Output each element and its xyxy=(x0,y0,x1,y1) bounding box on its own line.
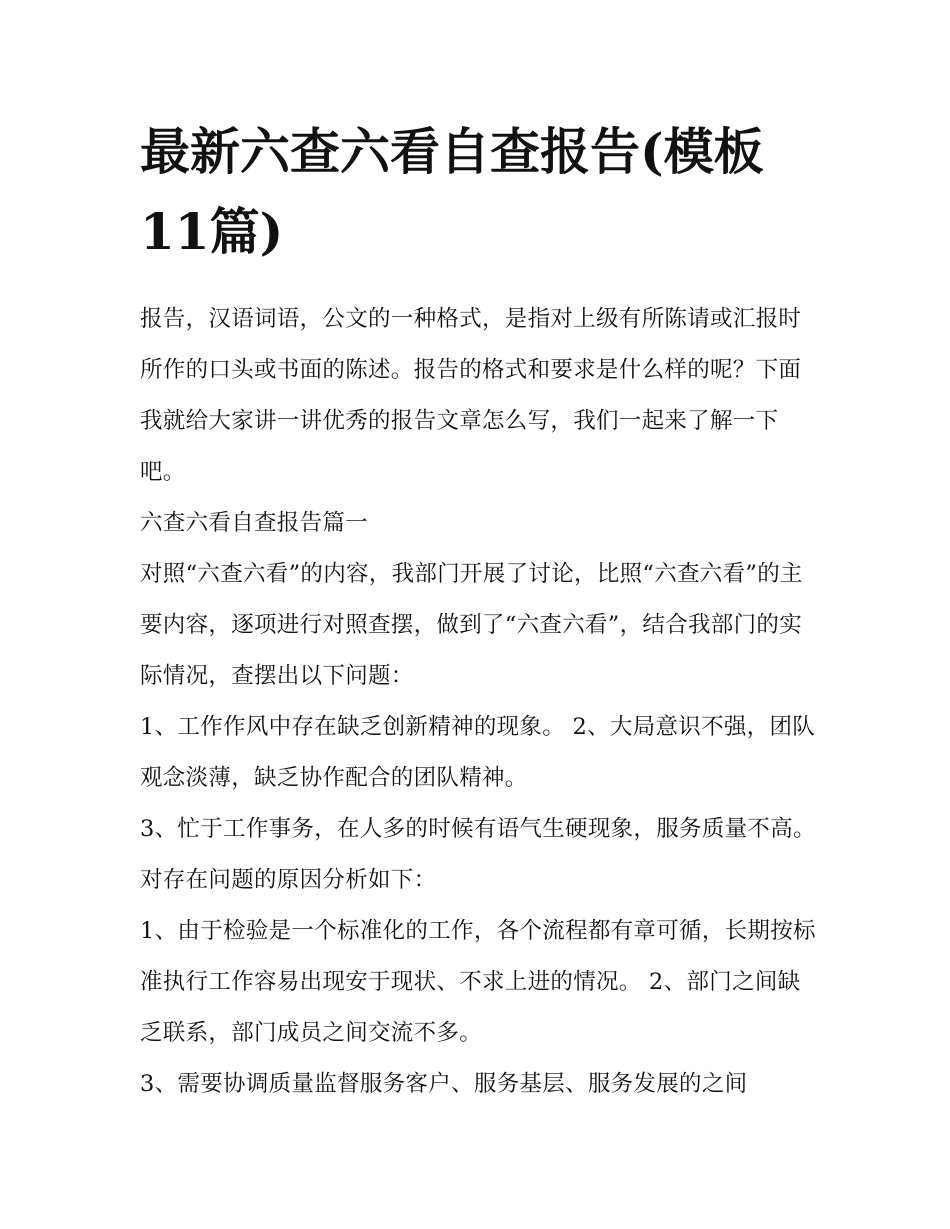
document-body xyxy=(140,294,820,1110)
intro-paragraph: 报告，汉语词语，公文的一种格式，是指对上级有所陈请或汇报时所作的口头或书面的陈述。报告的格式和要求是什么样的呢？下面我就给大家讲一讲优秀的报告文章怎么写，我们一起来了解一下吧。 xyxy=(140,306,802,485)
document-content xyxy=(140,112,820,1110)
body-paragraph: 1、由于检验是一个标准化的工作，各个流程都有章可循，长期按标准执行工作容易出现安于现状、不求上进的情况。 2、部门之间缺乏联系，部门成员之间交流不多。 xyxy=(140,918,816,1046)
body-paragraph: 1、工作作风中存在缺乏创新精神的现象。 2、大局意识不强，团队观念淡薄，缺乏协作配合的团队精神。 xyxy=(140,714,816,791)
document-title: 最新六查六看自查报告(模板11篇) xyxy=(140,122,764,261)
body-paragraph: 3、需要协调质量监督服务客户、服务基层、服务发展的之间 xyxy=(140,1071,748,1097)
body-paragraph: 3、忙于工作事务，在人多的时候有语气生硬现象，服务质量不高。 对存在问题的原因分析如下： xyxy=(140,816,816,893)
body-paragraph: 对照“六查六看”的内容，我部门开展了讨论，比照“六查六看”的主要内容，逐项进行对照查摆，做到了“六查六看”，结合我部门的实际情况，查摆出以下问题： xyxy=(140,561,803,689)
section-heading: 六查六看自查报告篇一 xyxy=(140,510,369,536)
